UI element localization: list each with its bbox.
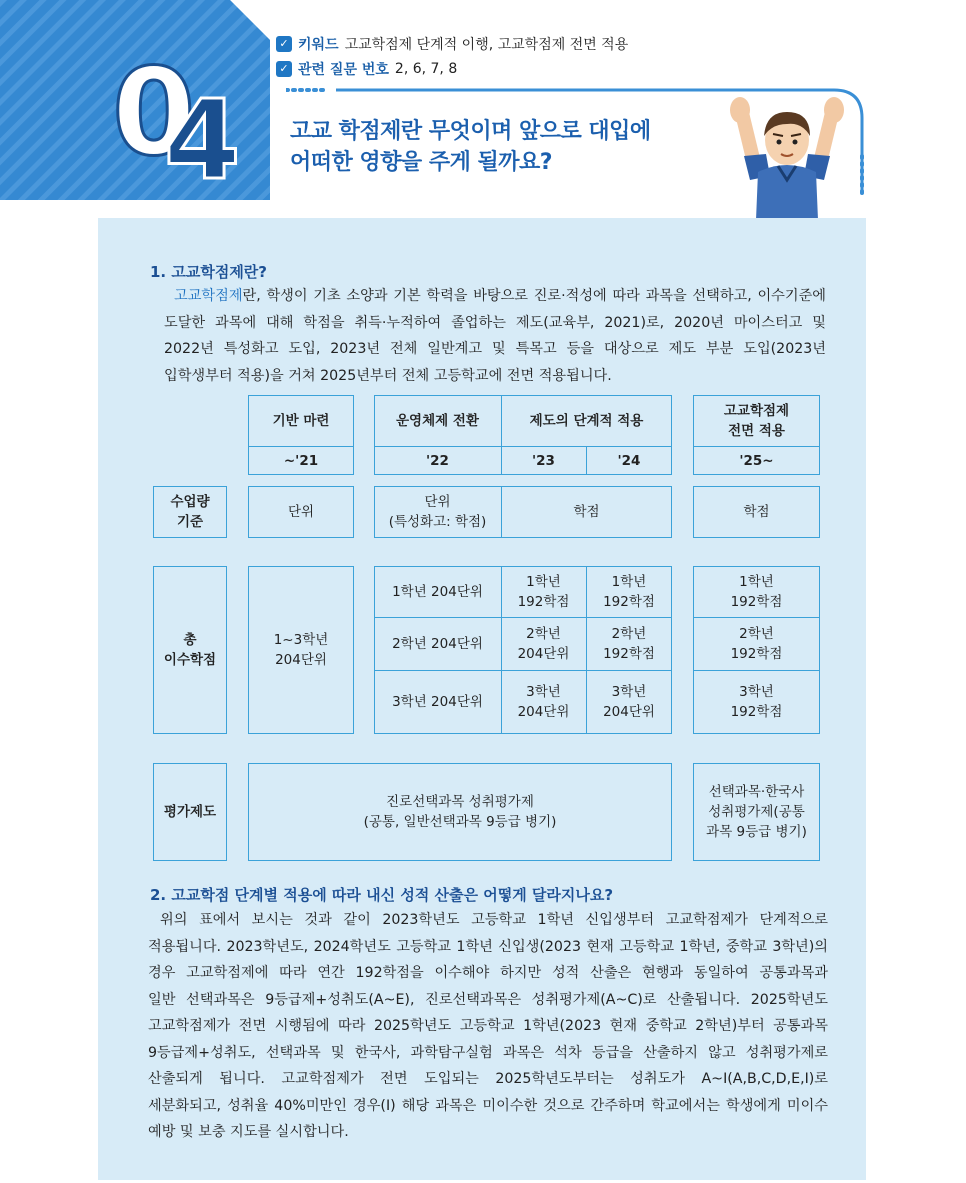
header-base: 기반 마련: [272, 412, 330, 429]
section2-line: 산출되게 됩니다. 고교학점제가 전면 도입되는 2025학년도부터는 성취도가 A~I(A,B,C,D,E,I)로: [148, 1071, 828, 1087]
section2-line: 적용됩니다. 2023학년도, 2024학년도 고등학교 1학년 신입생(2023 현재 고등학교 1학년, 중학교 3학년)의: [148, 938, 828, 955]
checkbox-icon: ✓: [276, 61, 292, 77]
row1-label: 수업량 기준: [170, 494, 210, 530]
r2c-25: 3학년 192학점: [730, 684, 783, 720]
section2-line: 경우 고교학점제에 따라 연간 192학점을 이수해야 하지만 성적 산출은 현행과 동일하여 공통과목과: [148, 965, 828, 981]
section1-line4: 입학생부터 적용)을 거쳐 2025년부터 전체 고등학교에 전면 적용됩니다.: [164, 367, 612, 384]
row1-c3: 학점: [573, 504, 600, 520]
section2-line: 예방 및 보충 지도를 실시합니다.: [148, 1124, 349, 1140]
section2-line: 세분화되고, 성취율 40%미만인 경우(I) 해당 과목은 미이수한 것으로 간주하며 학교에서는 학생에게 미이수: [148, 1097, 828, 1114]
question-title-line2: 어떠한 영향을 주게 될까요?: [290, 150, 553, 175]
year-22: '22: [426, 452, 449, 469]
section2-line: 위의 표에서 보시는 것과 같이 2023학년도 고등학교 1학년 신입생부터 고교학점제가 단계적으로: [160, 912, 828, 928]
row2-label: 총 이수학점: [163, 632, 217, 668]
section2-line: 고교학점제가 전면 시행됨에 따라 2025학년도 고등학교 1학년(2023 현재 중학교 2학년)부터 공통과목: [148, 1018, 828, 1034]
related-value: 2, 6, 7, 8: [394, 61, 458, 77]
r2b-25: 2학년 192학점: [730, 625, 783, 662]
section-number-graphic: [112, 36, 252, 186]
row1-c1: 단위: [287, 504, 315, 520]
keyword-row: [276, 34, 628, 54]
related-label: 관련 질문 번호: [298, 62, 389, 78]
year-21: ~'21: [283, 452, 319, 469]
student-character-illustration: [726, 96, 848, 220]
r2a-24: 1학년 192학점: [603, 573, 655, 610]
year-25: '25~: [739, 452, 774, 469]
r2c-22: 3학년 204단위: [392, 694, 483, 710]
header-full: 고교학점제 전면 적용: [723, 402, 790, 439]
section2-heading: 2. 고교학점 단계별 적용에 따라 내신 성적 산출은 어떻게 달라지나요?: [150, 886, 614, 904]
r2a-22: 1학년 204단위: [392, 583, 483, 600]
keyword-value: 고교학점제 단계적 이행, 고교학점제 전면 적용: [344, 37, 629, 53]
question-title-line1: 고교 학점제란 무엇이며 앞으로 대입에: [290, 119, 651, 144]
svg-text:4: 4: [164, 76, 241, 186]
related-row: [276, 59, 457, 79]
row3-c2: 선택과목·한국사 성취평가제(공통 과목 9등급 병기): [706, 784, 807, 840]
r2b-23: 2학년 204단위: [517, 625, 570, 662]
header-transition: 운영체제 전환: [396, 412, 479, 429]
keyword-label: 키워드: [298, 37, 339, 53]
section1-heading: 1. 고교학점제란?: [150, 263, 267, 281]
r2b-24: 2학년 192학점: [603, 625, 655, 662]
section2-paragraph: [148, 907, 828, 1146]
r2a-23: 1학년 192학점: [517, 573, 570, 610]
r2c-23: 3학년 204단위: [517, 684, 570, 720]
section1-line3: 2022년 특성화고 도입, 2023년 전체 일반계고 및 특목고 등을 대상으로 제도 부분 도입(2023년: [164, 341, 826, 357]
row1-c2: 단위 (특성화고: 학점): [388, 494, 487, 530]
section1-line1: 란, 학생이 기초 소양과 기본 학력을 바탕으로 진로·적성에 따라 과목을 선택하고, 이수기준에: [242, 288, 826, 304]
term-highlight: 고교학점제: [174, 288, 243, 304]
r2a-25: 1학년 192학점: [730, 573, 783, 610]
header-stepwise: 제도의 단계적 적용: [529, 412, 644, 429]
section2-line: 9등급제+성취도, 선택과목 및 한국사, 과학탐구실험 과목은 석차 등급을 산출하지 않고 성취평가제로: [148, 1044, 828, 1061]
svg-text:0: 0: [112, 44, 182, 183]
r2c-24: 3학년 204단위: [603, 684, 655, 720]
year-24: '24: [617, 452, 641, 469]
section1-paragraph: [150, 283, 826, 389]
section1-line2: 도달한 과목에 대해 학점을 취득·누적하여 졸업하는 제도(교육부, 2021)로, 2020년 마이스터고 및: [164, 314, 826, 331]
row3-label: 평가제도: [163, 804, 217, 820]
checkbox-icon: ✓: [276, 36, 292, 52]
r2b-22: 2학년 204단위: [392, 635, 483, 652]
question-title: [290, 116, 651, 178]
section2-line: 일반 선택과목은 9등급제+성취도(A~E), 진로선택과목은 성취평가제(A~C)로 산출됩니다. 2025학년도: [148, 991, 828, 1008]
row2-c1: 1~3학년 204단위: [273, 632, 329, 668]
row1-c4: 학점: [743, 504, 770, 520]
row3-c1: 진로선택과목 성취평가제 (공통, 일반선택과목 9등급 병기): [363, 794, 557, 830]
year-23: '23: [532, 452, 555, 469]
